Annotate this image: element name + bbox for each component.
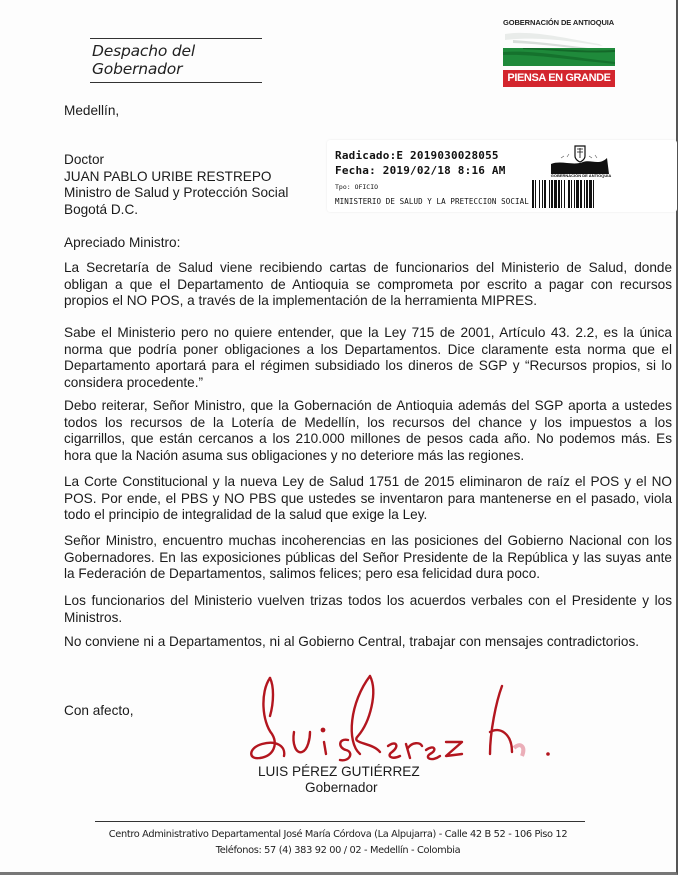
antioquia-flag-logo [503, 28, 615, 66]
barcode [532, 180, 642, 208]
paragraph-text: Debo reiterar, Señor Ministro, que la Gobernación de Antioquia además del SGP aporta a ustedes todos los recursos de la Lotería de Medellín, los recursos del chance y los impuestos a los cigarrillos, que están cercanos a los 210.000 millones de pesos cada año. No podemos más. Es hora que la Nación asuma sus obligaciones y no deteriore más las regiones. [64, 398, 672, 463]
recipient-block [64, 152, 288, 218]
stamp-recipient: MINISTERIO DE SALUD Y LA PRETECCION SOCIAL [335, 197, 529, 206]
barcode-bar [561, 180, 562, 208]
paragraph-text: Los funcionarios del Ministerio vuelven trizas todos los acuerdos verbales con el Presidente y los Ministros. [64, 593, 672, 625]
office-header: Despacho del Gobernador [90, 38, 262, 83]
closing: Con afecto, [64, 703, 134, 718]
barcode-bar [554, 180, 557, 208]
stamp-radicado: Radicado:E 2019030028055 [335, 149, 499, 162]
barcode-bar [535, 180, 536, 208]
paragraph-text: La Secretaría de Salud viene recibiendo cartas de funcionarios del Ministerio de Salud, donde obligan a que el Departamento de Antioquia se comprometa por escrito a pagar con recursos propios el NO POS, a través de la implementación de la herramienta MIPRES. [64, 260, 672, 308]
barcode-bar [551, 180, 553, 208]
barcode-bar [568, 180, 570, 208]
stamp-logo-text: GOBERNACIÓN DE ANTIOQUIA [550, 173, 612, 178]
footer-contact: Teléfonos: 57 (4) 383 92 00 / 02 - Medellín - Colombia [215, 845, 461, 856]
paragraph-text: Sabe el Ministerio pero no quiere entender, que la Ley 715 de 2001, Artículo 43. 2.2, es la única norma que podría poner obligaciones a los Departamentos. Dice claramente esta norma que el Departamento aportará para el régimen subsidiado los dineros de SGP y “Recursos propios, si lo considera procedente.” [64, 325, 672, 390]
signer-name: LUIS PÉREZ GUTIÉRREZ [258, 764, 420, 779]
greeting: Apreciado Ministro: [64, 235, 181, 250]
handwritten-signature [200, 672, 620, 772]
barcode-bar [574, 180, 575, 208]
barcode-bar [558, 180, 560, 208]
logo-slogan: PIENSA EN GRANDE [503, 70, 615, 87]
barcode-bar [593, 180, 594, 208]
paragraph-text: No conviene ni a Departamentos, ni al Gobierno Central, trabajar con mensajes contradictorios. [64, 634, 640, 649]
paragraph-6 [64, 593, 672, 626]
paragraph-7 [64, 634, 672, 651]
signer-title: Gobernador [305, 780, 378, 795]
paragraph-4 [64, 474, 672, 524]
paragraph-text: La Corte Constitucional y la nueva Ley de Salud 1751 de 2015 eliminaron de raíz el POS y el NO POS. Por ende, el PBS y NO PBS que ustedes se inventaron para mantenerse en el pasado, viola todo el principio de integralidad de la salud que exige la Ley. [64, 474, 672, 522]
stamp-date: Fecha: 2019/02/18 8:16 AM [335, 164, 506, 177]
barcode-bar [586, 180, 588, 208]
paragraph-5 [64, 533, 672, 583]
barcode-bar [576, 180, 579, 208]
recipient-city: Bogotá D.C. [64, 201, 139, 217]
paragraph-text: Señor Ministro, encuentro muchas incoherencias en las posiciones del Gobierno Nacional con los Gobernadores. En las exposiciones públicas del Señor Presidente de la República y las suyas ante la Federación de Departamentos, salimos felices; pero esa felicidad dura poco. [64, 533, 672, 581]
footer-address: Centro Administrativo Departamental José María Córdova (La Alpujarra) - Calle 42 B 52 - 106 Piso 12 [108, 829, 568, 840]
footer-divider [95, 821, 585, 822]
place-line: Medellín, [64, 103, 120, 118]
barcode-bar [544, 180, 546, 208]
stamp-type: Tpo: OFICIO [335, 183, 379, 191]
logo-title: GOBERNACIÓN DE ANTIOQUIA [503, 18, 615, 27]
recipient-position: Ministro de Salud y Protección Social [64, 185, 289, 200]
paragraph-3 [64, 398, 672, 464]
reception-stamp [327, 140, 677, 212]
barcode-bar [580, 180, 582, 208]
barcode-bar [564, 180, 565, 208]
paragraph-2 [64, 325, 672, 391]
barcode-bar [539, 180, 540, 208]
paragraph-1 [64, 260, 672, 310]
barcode-bar [542, 180, 543, 208]
barcode-bar [589, 180, 592, 208]
barcode-bar [532, 180, 534, 208]
recipient-name: JUAN PABLO URIBE RESTREPO [64, 168, 272, 184]
recipient-title: Doctor [64, 152, 105, 167]
barcode-bar [584, 180, 585, 208]
barcode-bar [549, 180, 550, 208]
barcode-bar [571, 180, 572, 208]
